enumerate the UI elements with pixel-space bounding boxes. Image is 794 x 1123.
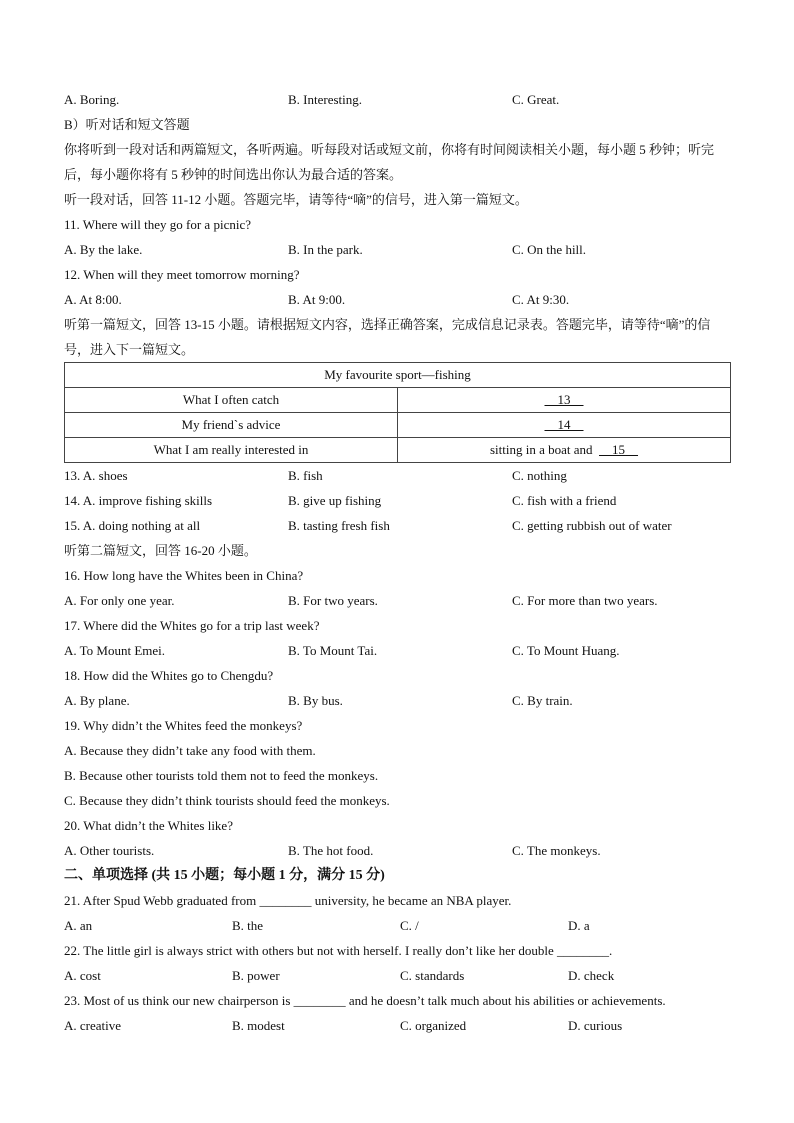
question-19: 19. Why didn’t the Whites feed the monkeys? — [64, 718, 303, 733]
option-a: A. To Mount Emei. — [64, 643, 166, 658]
blank-15: 15 — [612, 442, 626, 457]
option-b: B. In the park. — [288, 242, 363, 257]
option-a: A. Other tourists. — [64, 843, 155, 858]
q20-options — [64, 838, 731, 863]
option-a: A. For only one year. — [64, 593, 175, 608]
table-cell-right — [398, 438, 731, 463]
question-23: 23. Most of us think our new chairperson is ________ and he doesn’t talk much about his abilities or achievements. — [64, 993, 666, 1008]
option-c: C. To Mount Huang. — [512, 643, 620, 658]
question-17: 17. Where did the Whites go for a trip last week? — [64, 618, 320, 633]
option-b: B. By bus. — [288, 693, 343, 708]
option-b: B. At 9:00. — [288, 292, 346, 307]
option-c: C. / — [400, 918, 419, 933]
option-c: C. standards — [400, 968, 465, 983]
table-row — [65, 438, 731, 463]
section-2-title: 二、单项选择 (共 15 小题；每小题 1 分，满分 15 分) — [64, 868, 385, 883]
passage2-instruction: 听第二篇短文，回答 16-20 小题。 — [64, 543, 257, 558]
table-cell-right — [398, 388, 731, 413]
question-12: 12. When will they meet tomorrow morning? — [64, 267, 300, 282]
option-b: B. The hot food. — [288, 843, 374, 858]
q14-options — [64, 488, 731, 513]
q11-options — [64, 237, 731, 262]
question-21: 21. After Spud Webb graduated from ________ university, he became an NBA player. — [64, 893, 512, 908]
option-c: C. By train. — [512, 693, 573, 708]
option-c: C. At 9:30. — [512, 292, 570, 307]
question-18: 18. How did the Whites go to Chengdu? — [64, 668, 274, 683]
q16-options — [64, 588, 731, 613]
option-c: C. nothing — [512, 468, 567, 483]
option-d: D. curious — [568, 1018, 623, 1033]
option-d: D. a — [568, 918, 590, 933]
option-c: C. getting rubbish out of water — [512, 518, 672, 533]
q17-options — [64, 638, 731, 663]
q10-options — [64, 87, 731, 112]
table-cell-left: My friend`s advice — [65, 413, 398, 438]
option-a: 14. A. improve fishing skills — [64, 493, 213, 508]
option-b: B. To Mount Tai. — [288, 643, 378, 658]
option-c: C. The monkeys. — [512, 843, 601, 858]
exam-page — [64, 87, 731, 1038]
option-c: C. Great. — [512, 92, 560, 107]
option-a: A. At 8:00. — [64, 292, 122, 307]
q15-options — [64, 513, 731, 538]
blank-14: 14 — [557, 417, 571, 432]
q23-options — [64, 1013, 731, 1038]
option-a: A. By plane. — [64, 693, 130, 708]
info-table — [64, 362, 731, 463]
option-d: D. check — [568, 968, 615, 983]
option-a: A. By the lake. — [64, 242, 143, 257]
q18-options — [64, 688, 731, 713]
passage1-instruction: 听第一篇短文，回答 13-15 小题。请根据短文内容，选择正确答案，完成信息记录表。答题完毕，请等待“嘀”的信号，进入下一篇短文。 — [64, 317, 711, 357]
q22-options — [64, 963, 731, 988]
question-20: 20. What didn’t the Whites like? — [64, 818, 233, 833]
question-16: 16. How long have the Whites been in China? — [64, 568, 304, 583]
table-title: My favourite sport—fishing — [65, 363, 731, 388]
option-b: B. fish — [288, 468, 323, 483]
q21-options — [64, 913, 731, 938]
part-b-intro: 你将听到一段对话和两篇短文，各听两遍。听每段对话或短文前，你将有时间阅读相关小题，每小题 5 秒钟；听完后，每小题你将有 5 秒钟的时间选出你认为最合适的答案。 — [64, 142, 715, 182]
option-b: B. give up fishing — [288, 493, 382, 508]
option-c: C. For more than two years. — [512, 593, 658, 608]
part-b-title: B）听对话和短文答题 — [64, 117, 190, 132]
table-cell-left: What I am really interested in — [65, 438, 398, 463]
option-c: C. fish with a friend — [512, 493, 617, 508]
option-b: B. tasting fresh fish — [288, 518, 390, 533]
option-b: B. power — [232, 968, 280, 983]
blank-13: 13 — [557, 392, 571, 407]
option-a: A. an — [64, 918, 93, 933]
cell-prefix: sitting in a boat and — [489, 442, 593, 457]
option-a: 15. A. doing nothing at all — [64, 518, 201, 533]
option-b: B. the — [232, 918, 264, 933]
option-c: C. organized — [400, 1018, 467, 1033]
table-cell-left: What I often catch — [65, 388, 398, 413]
q13-options — [64, 463, 731, 488]
q12-options — [64, 287, 731, 312]
option-a: A. Boring. — [64, 92, 120, 107]
dialog-instruction: 听一段对话，回答 11-12 小题。答题完毕，请等待“嘀”的信号，进入第一篇短文。 — [64, 192, 528, 207]
option-b: B. For two years. — [288, 593, 378, 608]
question-11: 11. Where will they go for a picnic? — [64, 217, 251, 232]
table-cell-right — [398, 413, 731, 438]
option-b: B. modest — [232, 1018, 285, 1033]
option-c: C. On the hill. — [512, 242, 587, 257]
option-a: A. creative — [64, 1018, 122, 1033]
option-b: B. Interesting. — [288, 92, 363, 107]
option-a: A. Because they didn’t take any food with them. — [64, 743, 316, 758]
option-a: A. cost — [64, 968, 101, 983]
table-row — [65, 388, 731, 413]
question-22: 22. The little girl is always strict with others but not with herself. I really don’t like her double ________. — [64, 943, 613, 958]
option-b: B. Because other tourists told them not to feed the monkeys. — [64, 768, 379, 783]
option-a: 13. A. shoes — [64, 468, 128, 483]
option-c: C. Because they didn’t think tourists should feed the monkeys. — [64, 793, 390, 808]
table-row — [65, 413, 731, 438]
